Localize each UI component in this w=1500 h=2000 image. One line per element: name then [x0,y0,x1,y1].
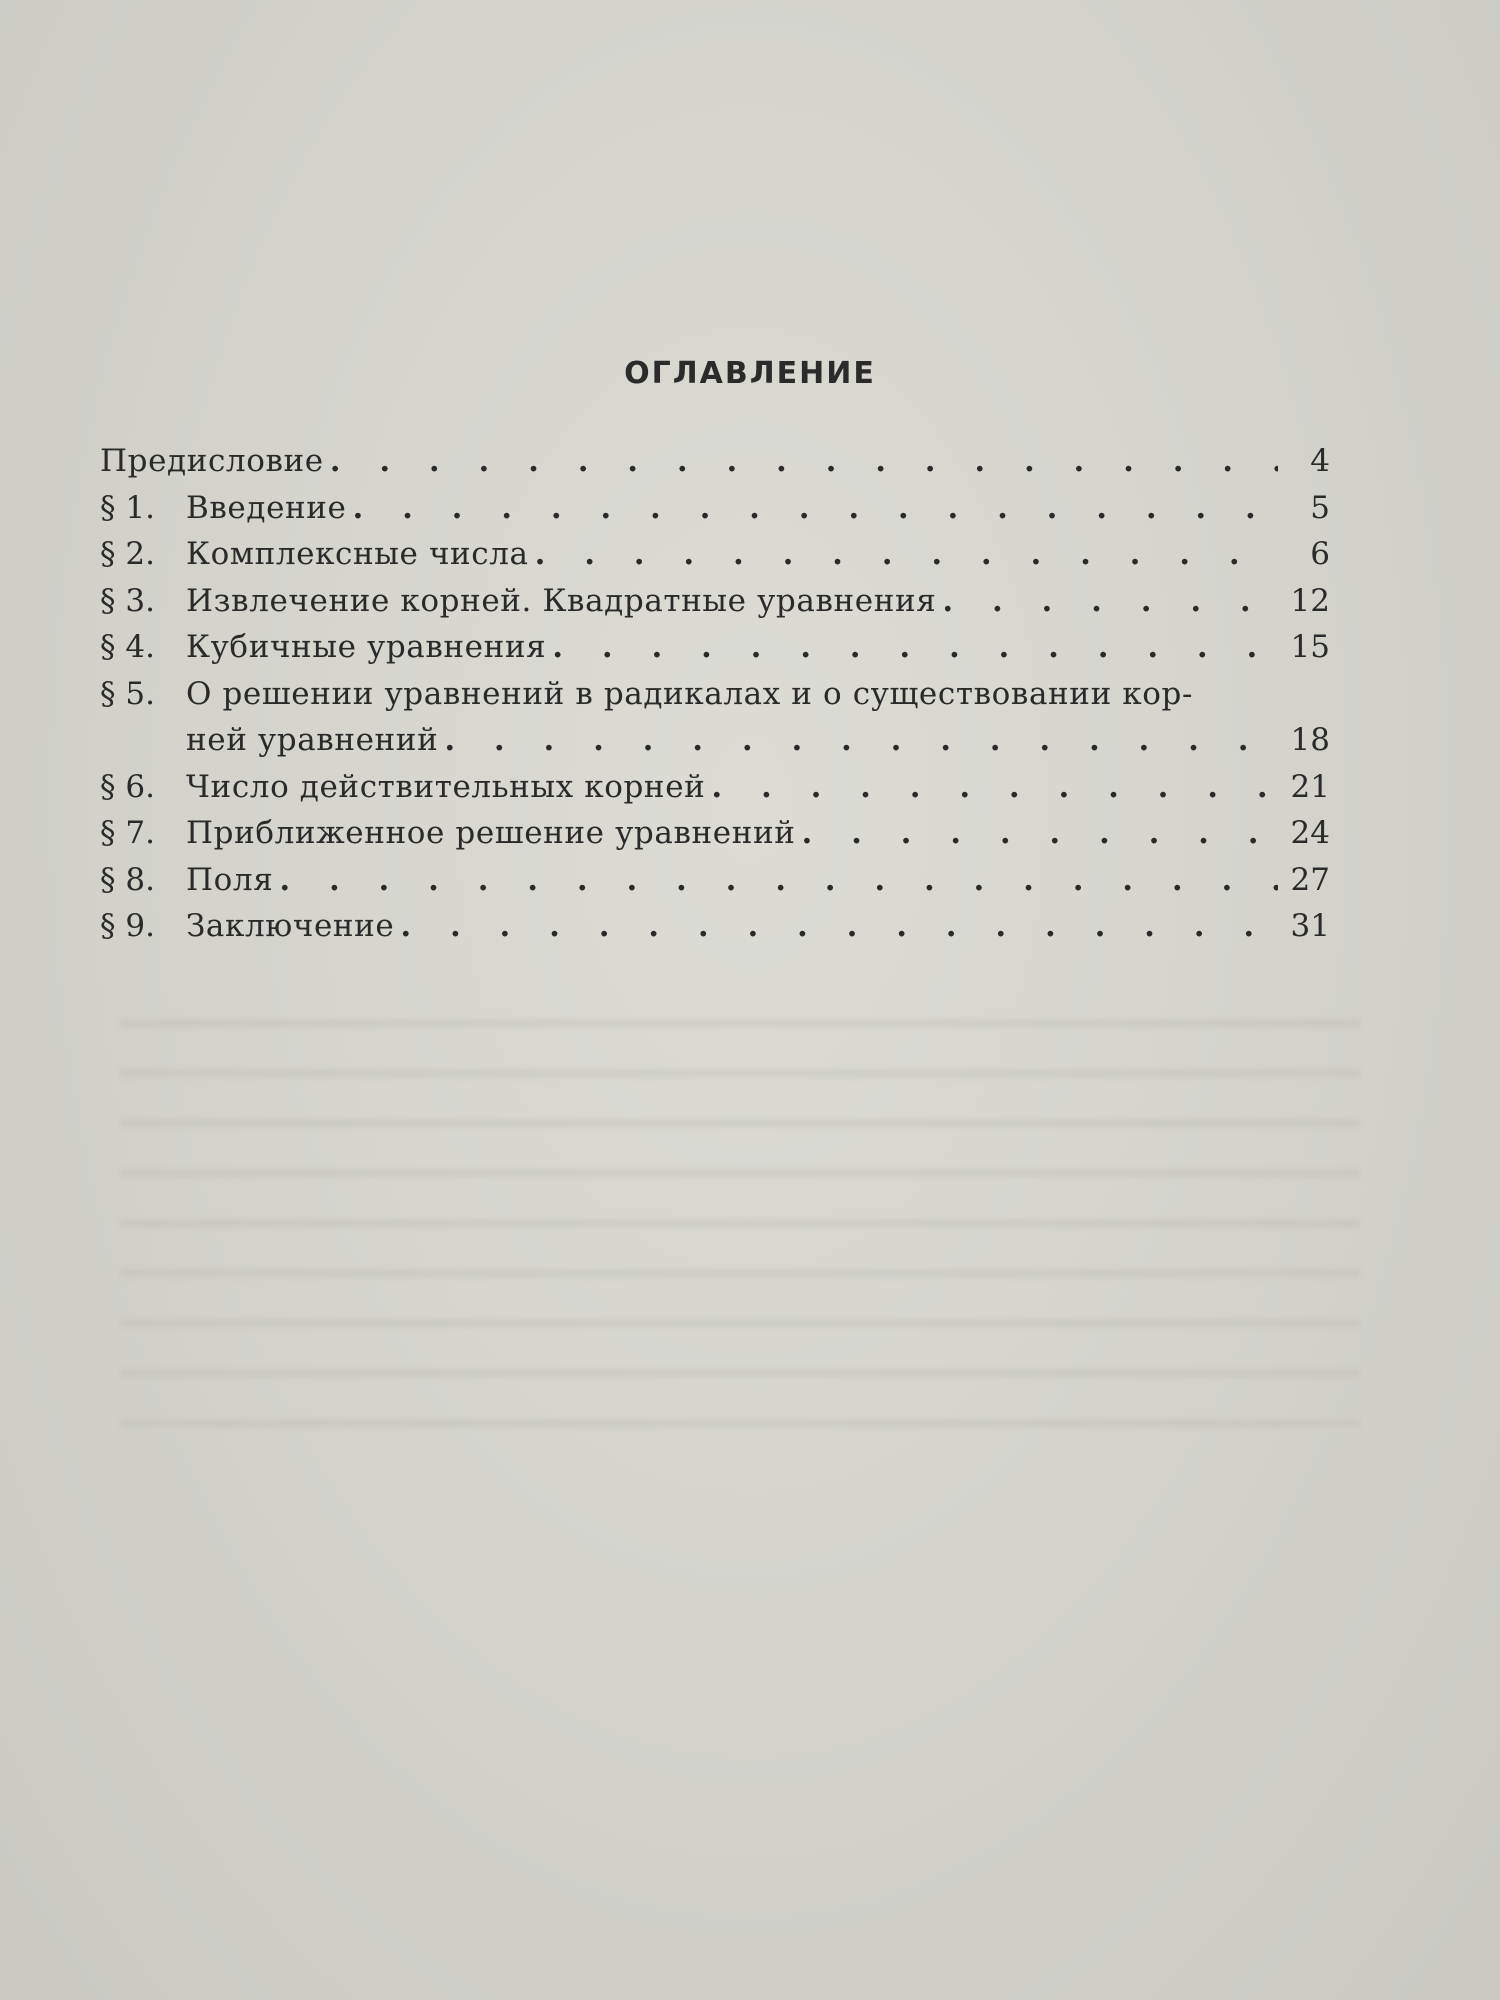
show-through-text [120,1000,1360,1440]
section-number: § 2. [100,536,155,572]
toc-entry-page: 15 [1290,629,1330,665]
table-of-contents [100,438,1330,950]
toc-entry-title: О решении уравнений в радикалах и о существовании кор- [186,675,1194,712]
toc-entry-title: Введение [186,489,347,526]
toc-entry-page: 12 [1290,582,1330,619]
toc-entry-page: 5 [1310,489,1330,526]
toc-entry-page: 18 [1290,722,1330,758]
toc-entry-6[interactable] [100,764,1330,811]
toc-entry-title: Предисловие [100,443,324,479]
leader-dots [400,903,1278,950]
toc-entry-page: 21 [1290,768,1330,805]
toc-entry-page: 31 [1290,908,1330,944]
leader-dots [711,764,1278,811]
section-number: § 6. [100,768,155,805]
section-number: § 9. [100,908,155,944]
toc-entry-9[interactable] [100,903,1330,950]
toc-entry-page: 24 [1290,815,1330,851]
leader-dots [330,438,1278,485]
toc-entry-page: 4 [1310,443,1330,479]
toc-entry-title: Заключение [186,908,395,944]
section-number: § 1. [100,489,155,526]
toc-title: ОГЛАВЛЕНИЕ [624,356,876,391]
toc-entry-title: Поля [186,861,274,898]
leader-dots [535,531,1278,578]
toc-entry-page: 27 [1290,861,1330,898]
section-number: § 4. [100,629,155,665]
leader-dots [552,624,1278,671]
leader-dots [802,810,1279,857]
toc-entry-8[interactable] [100,857,1330,904]
leader-dots [279,857,1278,904]
section-number: § 5. [100,675,155,712]
toc-entry-title: Комплексные числа [186,536,529,572]
toc-entry-preface[interactable] [100,438,1330,485]
leader-dots [444,717,1278,764]
toc-entry-1[interactable] [100,485,1330,532]
section-number: § 3. [100,582,155,619]
toc-entry-title: Извлечение корней. Квадратные уравнения [186,582,937,619]
toc-entry-3[interactable] [100,578,1330,625]
leader-dots [352,485,1278,532]
toc-entry-7[interactable] [100,810,1330,857]
toc-entry-5-continuation[interactable] [100,717,1330,764]
toc-entry-title: Кубичные уравнения [186,629,547,665]
leader-dots [942,578,1278,625]
section-number: § 8. [100,861,155,898]
toc-entry-2[interactable] [100,531,1330,578]
toc-entry-title-continuation: ней уравнений [186,722,439,758]
toc-entry-page: 6 [1310,536,1330,572]
toc-entry-4[interactable] [100,624,1330,671]
toc-entry-5[interactable] [100,671,1330,718]
toc-entry-title: Число действительных корней [186,768,706,805]
toc-entry-title: Приближенное решение уравнений [186,815,796,851]
section-number: § 7. [100,815,155,851]
